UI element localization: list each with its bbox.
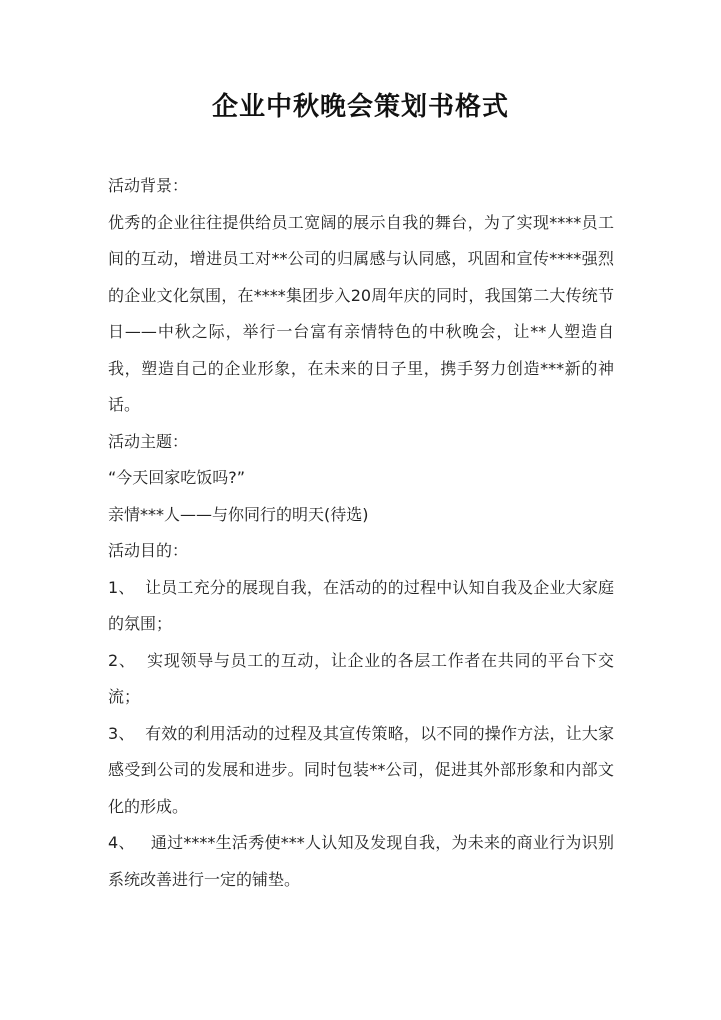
document-body (108, 168, 614, 898)
section-heading-theme: 活动主题： (108, 431, 189, 451)
purpose-item-3 (108, 716, 614, 826)
theme-line-1: “今天回家吃饭吗?” (108, 468, 246, 487)
purpose-item-text: 让员工充分的展现自我，在活动的的过程中认知自我及企业大家庭的氛围； (108, 577, 615, 633)
purpose-item-number: 2、 (108, 650, 136, 670)
purpose-item-number: 3、 (108, 723, 135, 743)
section-heading-purpose: 活动目的： (108, 541, 189, 560)
document-title: 企业中秋晚会策划书格式 (211, 92, 509, 122)
purpose-item-text: 有效的利用活动的过程及其宣传策略，以不同的操作方法，让大家感受到公司的发展和进步。同时包装**公司，促进其外部形象和内部文化的形成。 (108, 723, 615, 816)
purpose-item-2 (108, 643, 614, 716)
theme-line-2: 亲情***人——与你同行的明天(待选) (108, 504, 369, 524)
background-paragraph: 优秀的企业往往提供给员工宽阔的展示自我的舞台，为了实现****员工间的互动，增进员工对**公司的归属感与认同感，巩固和宣传****强烈的企业文化氛围，在****集团步入20周年庆的同时，我国第二大传统节日——中秋之际，举行一台富有亲情特色的中秋晚会，让**人塑造自我，塑造自己的企业形象，在未来的日子里，携手努力创造***新的神话。 (108, 212, 614, 414)
purpose-item-text: 通过****生活秀使***人认知及发现自我，为未来的商业行为识别系统改善进行一定的铺垫。 (108, 833, 614, 889)
section-heading-background: 活动背景： (108, 176, 189, 195)
purpose-item-text: 实现领导与员工的互动，让企业的各层工作者在共同的平台下交流； (108, 650, 614, 706)
purpose-item-1 (108, 570, 614, 643)
purpose-item-number: 1、 (108, 577, 135, 597)
purpose-item-4 (108, 825, 614, 898)
purpose-item-number: 4、 (108, 833, 135, 852)
